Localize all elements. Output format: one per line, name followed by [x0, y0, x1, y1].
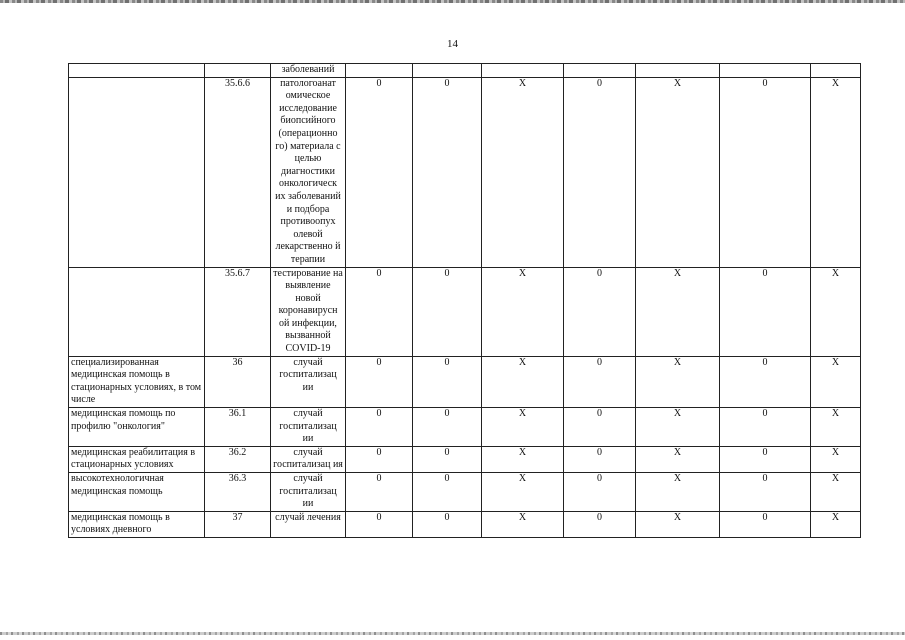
name-cell [69, 77, 205, 267]
name-cell [69, 267, 205, 356]
value-cell: 0 [346, 267, 413, 356]
value-cell: X [482, 473, 564, 512]
value-cell: 0 [413, 408, 482, 447]
value-cell: 0 [564, 356, 636, 407]
value-cell: X [482, 356, 564, 407]
value-cell [482, 64, 564, 78]
value-cell: X [636, 356, 720, 407]
table-row [69, 267, 861, 356]
table-row [69, 77, 861, 267]
table-row [69, 356, 861, 407]
value-cell: 0 [564, 511, 636, 537]
value-cell [720, 64, 811, 78]
name-cell: медицинская реабилитация в стационарных условиях [69, 446, 205, 472]
name-cell: высокотехнологичная медицинская помощь [69, 473, 205, 512]
code-cell: 37 [205, 511, 271, 537]
value-cell: 0 [413, 511, 482, 537]
value-cell: 0 [413, 446, 482, 472]
value-cell: 0 [346, 408, 413, 447]
value-cell: 0 [564, 473, 636, 512]
value-cell: X [482, 267, 564, 356]
volume-table [68, 63, 861, 538]
name-cell: медицинская помощь в условиях дневного [69, 511, 205, 537]
value-cell: X [636, 511, 720, 537]
value-cell: X [636, 408, 720, 447]
value-cell: 0 [720, 77, 811, 267]
value-cell: 0 [413, 77, 482, 267]
table-row [69, 408, 861, 447]
unit-cell: патологоанат омическое исследование биопсийного (операционно го) материала с целью диагностики онкологическ их заболеваний и подбора противоопух олевой лекарственно й терапии [271, 77, 346, 267]
value-cell [811, 64, 861, 78]
scan-edge-top [0, 0, 905, 3]
value-cell: 0 [346, 77, 413, 267]
code-cell: 35.6.6 [205, 77, 271, 267]
value-cell: X [482, 446, 564, 472]
value-cell: 0 [413, 267, 482, 356]
code-cell: 36.2 [205, 446, 271, 472]
value-cell: 0 [720, 473, 811, 512]
value-cell: 0 [346, 511, 413, 537]
unit-cell: случай госпитализац ии [271, 408, 346, 447]
value-cell: X [482, 77, 564, 267]
name-cell [69, 64, 205, 78]
value-cell: X [636, 446, 720, 472]
value-cell: X [636, 77, 720, 267]
value-cell: 0 [346, 446, 413, 472]
unit-cell: случай госпитализац ия [271, 446, 346, 472]
table-row [69, 511, 861, 537]
code-cell: 35.6.7 [205, 267, 271, 356]
value-cell: 0 [564, 77, 636, 267]
value-cell: 0 [413, 473, 482, 512]
code-cell: 36.1 [205, 408, 271, 447]
name-cell: медицинская помощь по профилю "онкология" [69, 408, 205, 447]
value-cell [564, 64, 636, 78]
value-cell: X [482, 511, 564, 537]
value-cell [636, 64, 720, 78]
value-cell: 0 [564, 408, 636, 447]
value-cell: 0 [564, 446, 636, 472]
code-cell: 36.3 [205, 473, 271, 512]
unit-cell: заболеваний [271, 64, 346, 78]
unit-cell: случай госпитализац ии [271, 356, 346, 407]
page-number: 14 [447, 38, 458, 50]
value-cell: 0 [346, 473, 413, 512]
unit-cell: тестирование на выявление новой коронавирусн ой инфекции, вызванной COVID-19 [271, 267, 346, 356]
value-cell: X [811, 446, 861, 472]
code-cell: 36 [205, 356, 271, 407]
value-cell: X [811, 473, 861, 512]
value-cell: X [482, 408, 564, 447]
value-cell [346, 64, 413, 78]
table-row [69, 473, 861, 512]
value-cell: X [811, 77, 861, 267]
value-cell: X [811, 511, 861, 537]
value-cell [413, 64, 482, 78]
name-cell: специализированная медицинская помощь в стационарных условиях, в том числе [69, 356, 205, 407]
value-cell: 0 [720, 356, 811, 407]
table-row-continuation [69, 64, 861, 78]
value-cell: X [811, 356, 861, 407]
value-cell: 0 [720, 446, 811, 472]
value-cell: X [811, 408, 861, 447]
table-row [69, 446, 861, 472]
scan-edge-bottom [0, 632, 905, 635]
value-cell: 0 [413, 356, 482, 407]
value-cell: X [636, 267, 720, 356]
value-cell: 0 [720, 408, 811, 447]
value-cell: X [811, 267, 861, 356]
unit-cell: случай госпитализац ии [271, 473, 346, 512]
value-cell: X [636, 473, 720, 512]
value-cell: 0 [346, 356, 413, 407]
value-cell: 0 [564, 267, 636, 356]
value-cell: 0 [720, 511, 811, 537]
value-cell: 0 [720, 267, 811, 356]
code-cell [205, 64, 271, 78]
unit-cell: случай лечения [271, 511, 346, 537]
